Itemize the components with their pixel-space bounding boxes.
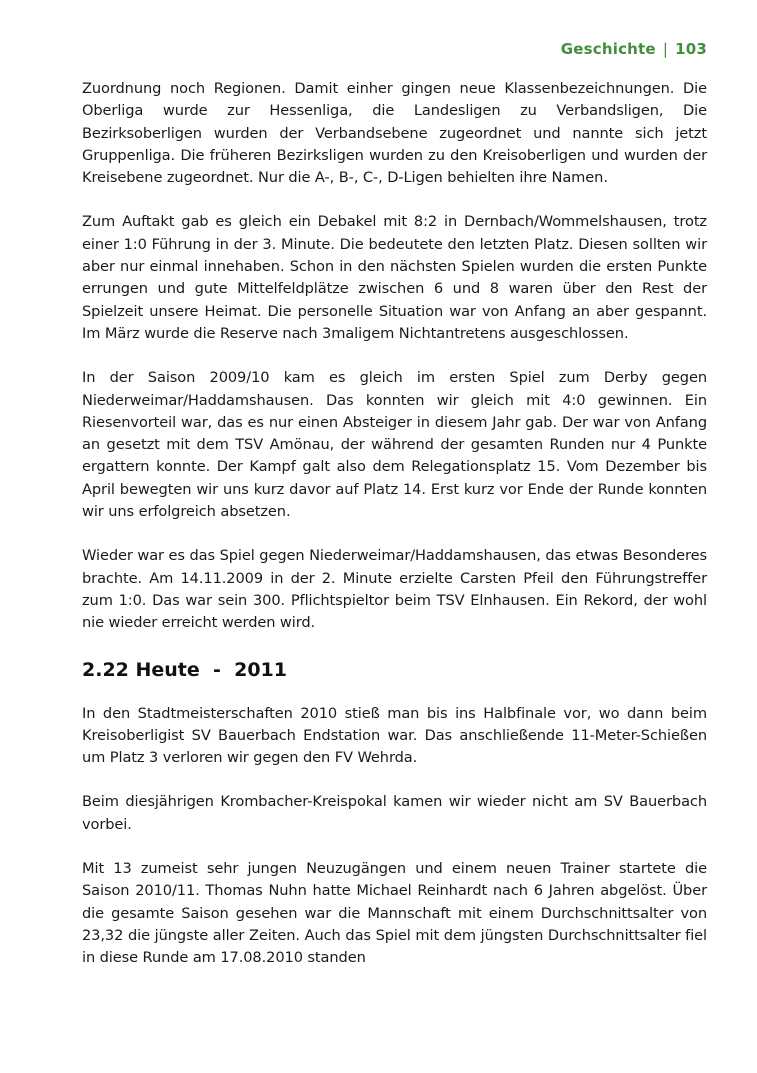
- paragraph: Beim diesjährigen Krombacher-Kreispokal kamen wir wieder nicht am SV Bauerbach vorbei.: [82, 793, 707, 833]
- running-header: [561, 40, 707, 58]
- paragraph: In den Stadtmeisterschaften 2010 stieß man bis ins Halbfinale vor, wo dann beim Kreisoberligist SV Bauerbach Endstation war. Das anschließende 11-Meter-Schießen um Platz 3 verloren wir gegen den FV Wehrda.: [82, 704, 707, 767]
- header-section-title: Geschichte: [560, 40, 656, 58]
- paragraph: Zuordnung noch Regionen. Damit einher gingen neue Klassenbezeichnungen. Die Oberliga wurde zur Hessenliga, die Landesligen zu Verbandsligen, Die Bezirksoberligen wurden der Verbandsebene zugeordnet und nannte sich jetzt Gruppenliga. Die früheren Bezirksligen wurden zu den Kreisoberligen und wurden der Kreisebene zugeordnet. Nur die A-, B-, C-, D-Ligen behielten ihre Namen.: [82, 80, 707, 187]
- paragraph: Wieder war es das Spiel gegen Niederweimar/Haddamshausen, das etwas Besonderes brachte. Am 14.11.2009 in der 2. Minute erzielte Carsten Pfeil den Führungstreffer zum 1:0. Das war sein 300. Pflichtspieltor beim TSV Elnhausen. Ein Rekord, der wohl nie wieder erreicht werden wird.: [82, 547, 707, 632]
- page-body: [82, 78, 707, 992]
- paragraph: In der Saison 2009/10 kam es gleich im ersten Spiel zum Derby gegen Niederweimar/Haddamshausen. Das konnten wir gleich mit 4:0 gewinnen. Ein Riesenvorteil war, das es nur einen Absteiger in diesem Jahr gab. Der war von Anfang an gesetzt mit dem TSV Amönau, der während der gesamten Runden nur 4 Punkte ergattern konnte. Der Kampf galt also dem Relegationsplatz 15. Vom Dezember bis April bewegten wir uns kurz davor auf Platz 14. Erst kurz vor Ende der Runde konnten wir uns erfolgreich absetzen.: [82, 369, 707, 521]
- paragraph: Mit 13 zumeist sehr jungen Neuzugängen und einem neuen Trainer startete die Saison 2010/11. Thomas Nuhn hatte Michael Reinhardt nach 6 Jahren abgelöst. Über die gesamte Saison gesehen war die Mannschaft mit einem Durchschnittsalter von 23,32 die jüngste aller Zeiten. Auch das Spiel mit dem jüngsten Durchschnittsalter fiel in diese Runde am 17.08.2010 standen: [82, 860, 707, 967]
- header-separator: |: [662, 40, 669, 58]
- section-heading: 2.22 Heute - 2011: [82, 658, 288, 681]
- paragraph: Zum Auftakt gab es gleich ein Debakel mit 8:2 in Dernbach/Wommelshausen, trotz einer 1:0 Führung in der 3. Minute. Die bedeutete den letzten Platz. Diesen sollten wir aber nur einmal innehaben. Schon in den nächsten Spielen wurden die ersten Punkte errungen und gute Mittelfeldplätze zwischen 6 und 8 waren über den Rest der Spielzeit unsere Heimat. Die personelle Situation war von Anfang an aber gespannt. Im März wurde die Reserve nach 3maligem Nichtantretens ausgeschlossen.: [82, 213, 707, 342]
- page-number: 103: [675, 40, 707, 58]
